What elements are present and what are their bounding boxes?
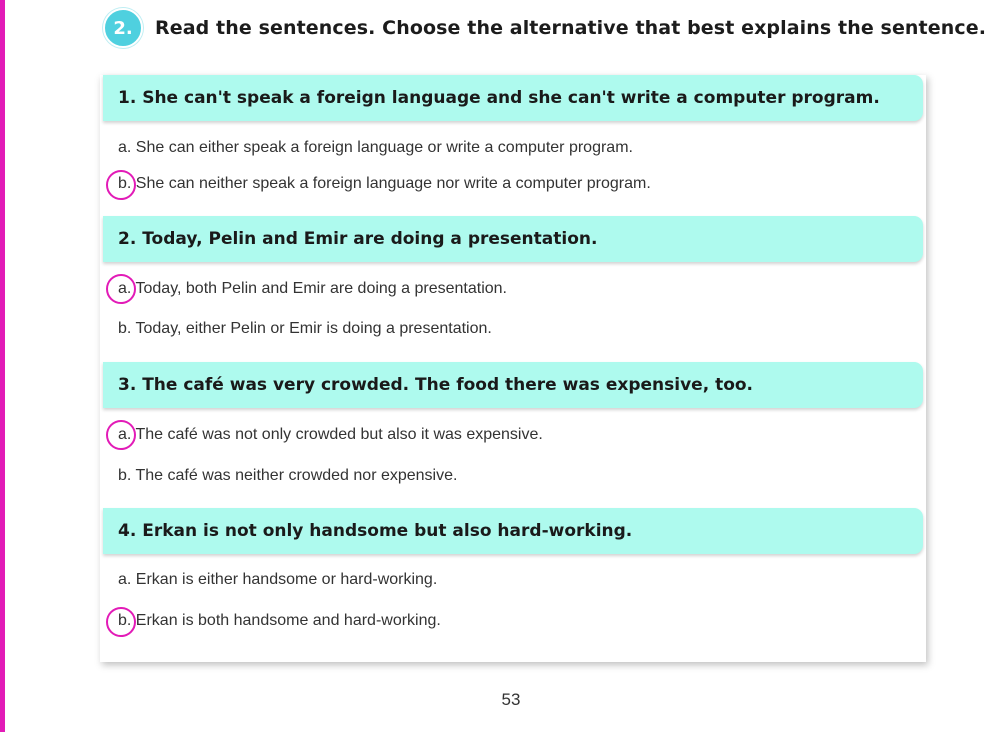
option-1b[interactable]: b. She can neither speak a foreign language nor write a computer program. bbox=[118, 175, 651, 192]
option-2b[interactable]: b. Today, either Pelin or Emir is doing a presentation. bbox=[118, 320, 492, 337]
exercise-number-badge: 2. bbox=[103, 8, 143, 48]
question-bar-3: 3. The café was very crowded. The food there was expensive, too. bbox=[103, 362, 923, 408]
option-2a[interactable]: a. Today, both Pelin and Emir are doing a presentation. bbox=[118, 280, 507, 297]
option-3a[interactable]: a. The café was not only crowded but also it was expensive. bbox=[118, 426, 543, 443]
answer-circle-4b bbox=[106, 607, 136, 637]
exercise-instruction: Read the sentences. Choose the alternative that best explains the sentence. bbox=[155, 17, 987, 39]
answer-circle-3a bbox=[106, 420, 136, 450]
exercise-header bbox=[103, 8, 986, 48]
option-1a[interactable]: a. She can either speak a foreign language or write a computer program. bbox=[118, 139, 633, 156]
option-4b[interactable]: b. Erkan is both handsome and hard-working. bbox=[118, 612, 441, 629]
question-bar-2: 2. Today, Pelin and Emir are doing a presentation. bbox=[103, 216, 923, 262]
question-bar-4: 4. Erkan is not only handsome but also hard-working. bbox=[103, 508, 923, 554]
answer-circle-1b bbox=[106, 170, 136, 200]
exercise-card bbox=[100, 75, 926, 662]
option-3b[interactable]: b. The café was neither crowded nor expensive. bbox=[118, 467, 458, 484]
answer-circle-2a bbox=[106, 274, 136, 304]
page-number: 53 bbox=[501, 690, 521, 709]
page-edge-bar bbox=[0, 0, 5, 732]
question-bar-1: 1. She can't speak a foreign language and she can't write a computer program. bbox=[103, 75, 923, 121]
option-4a[interactable]: a. Erkan is either handsome or hard-working. bbox=[118, 571, 438, 588]
